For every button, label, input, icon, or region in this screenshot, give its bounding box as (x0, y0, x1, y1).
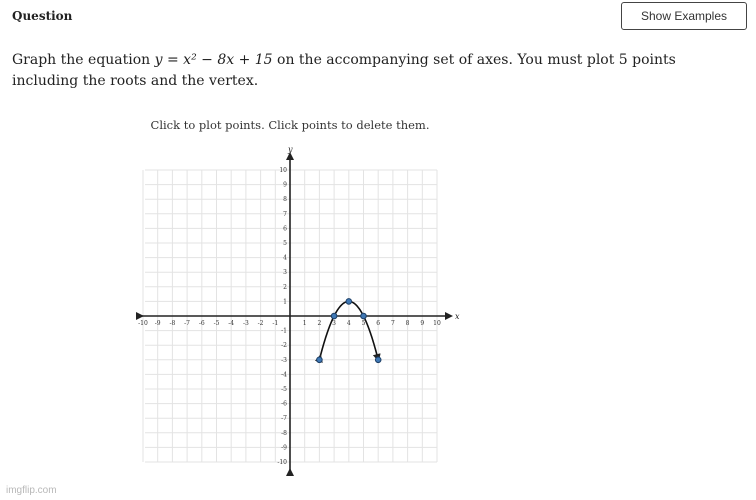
x-tick-label: 7 (390, 320, 395, 327)
x-tick-label: 9 (420, 320, 425, 327)
graph-instruction: Click to plot points. Click points to delete them. (150, 118, 430, 132)
prompt-equation: y = x² − 8x + 15 (154, 52, 273, 68)
plotted-point[interactable] (375, 357, 381, 363)
y-tick-label: -6 (281, 400, 287, 408)
x-tick-label: 3 (332, 320, 337, 327)
x-tick-label: -3 (242, 320, 249, 327)
y-tick-label: 3 (283, 269, 287, 277)
plotted-point[interactable] (361, 313, 367, 319)
y-tick-label: 10 (279, 167, 287, 174)
x-axis-label: x (455, 312, 460, 321)
prompt-text-after: on the accompanying set of axes. You must plot 5 points including the roots and the vertex. (12, 52, 676, 89)
y-tick-label: -7 (281, 415, 287, 423)
x-tick-label: -10 (138, 320, 148, 327)
y-tick-label: -3 (281, 356, 287, 364)
y-tick-label: 2 (283, 283, 287, 291)
axes (140, 145, 460, 472)
y-tick-label: -5 (281, 386, 287, 393)
x-tick-label: 1 (302, 320, 307, 327)
x-tick-label: 8 (405, 320, 410, 327)
y-tick-label: -4 (281, 371, 287, 379)
y-tick-label: 1 (283, 298, 287, 306)
x-tick-label: 6 (376, 320, 381, 327)
x-tick-label: -9 (154, 320, 161, 327)
x-tick-label: -7 (184, 320, 191, 327)
y-tick-label: 5 (283, 240, 287, 247)
question-label: Question (12, 9, 73, 23)
prompt-text-before: Graph the equation (12, 52, 155, 68)
y-tick-label: 7 (283, 210, 287, 218)
y-tick-label: -2 (281, 342, 287, 350)
y-tick-label: 4 (283, 254, 287, 262)
y-axis-label: y (288, 145, 293, 154)
y-tick-label: -10 (277, 459, 287, 466)
x-tick-label: -8 (169, 320, 176, 327)
plotted-point[interactable] (317, 357, 323, 363)
x-tick-label: -5 (213, 320, 220, 327)
x-tick-label: 10 (433, 320, 441, 327)
y-tick-label: 6 (283, 225, 287, 233)
x-tick-label: -4 (228, 320, 235, 327)
x-tick-label: 5 (361, 320, 366, 327)
imgflip-watermark: imgflip.com (6, 485, 57, 496)
y-tick-label: -9 (281, 444, 287, 452)
y-tick-label: 9 (283, 181, 287, 189)
y-tick-label: -8 (281, 429, 287, 437)
plotted-point[interactable] (331, 313, 337, 319)
x-tick-label: -6 (198, 320, 205, 327)
x-tick-label: -2 (257, 320, 264, 327)
y-tick-label: -1 (281, 327, 287, 335)
x-tick-label: 4 (346, 320, 351, 327)
show-examples-button[interactable]: Show Examples (621, 2, 747, 30)
y-tick-label: 8 (283, 196, 287, 204)
x-tick-label: -1 (272, 320, 279, 327)
x-tick-label: 2 (317, 320, 322, 327)
plotted-point[interactable] (346, 299, 352, 305)
